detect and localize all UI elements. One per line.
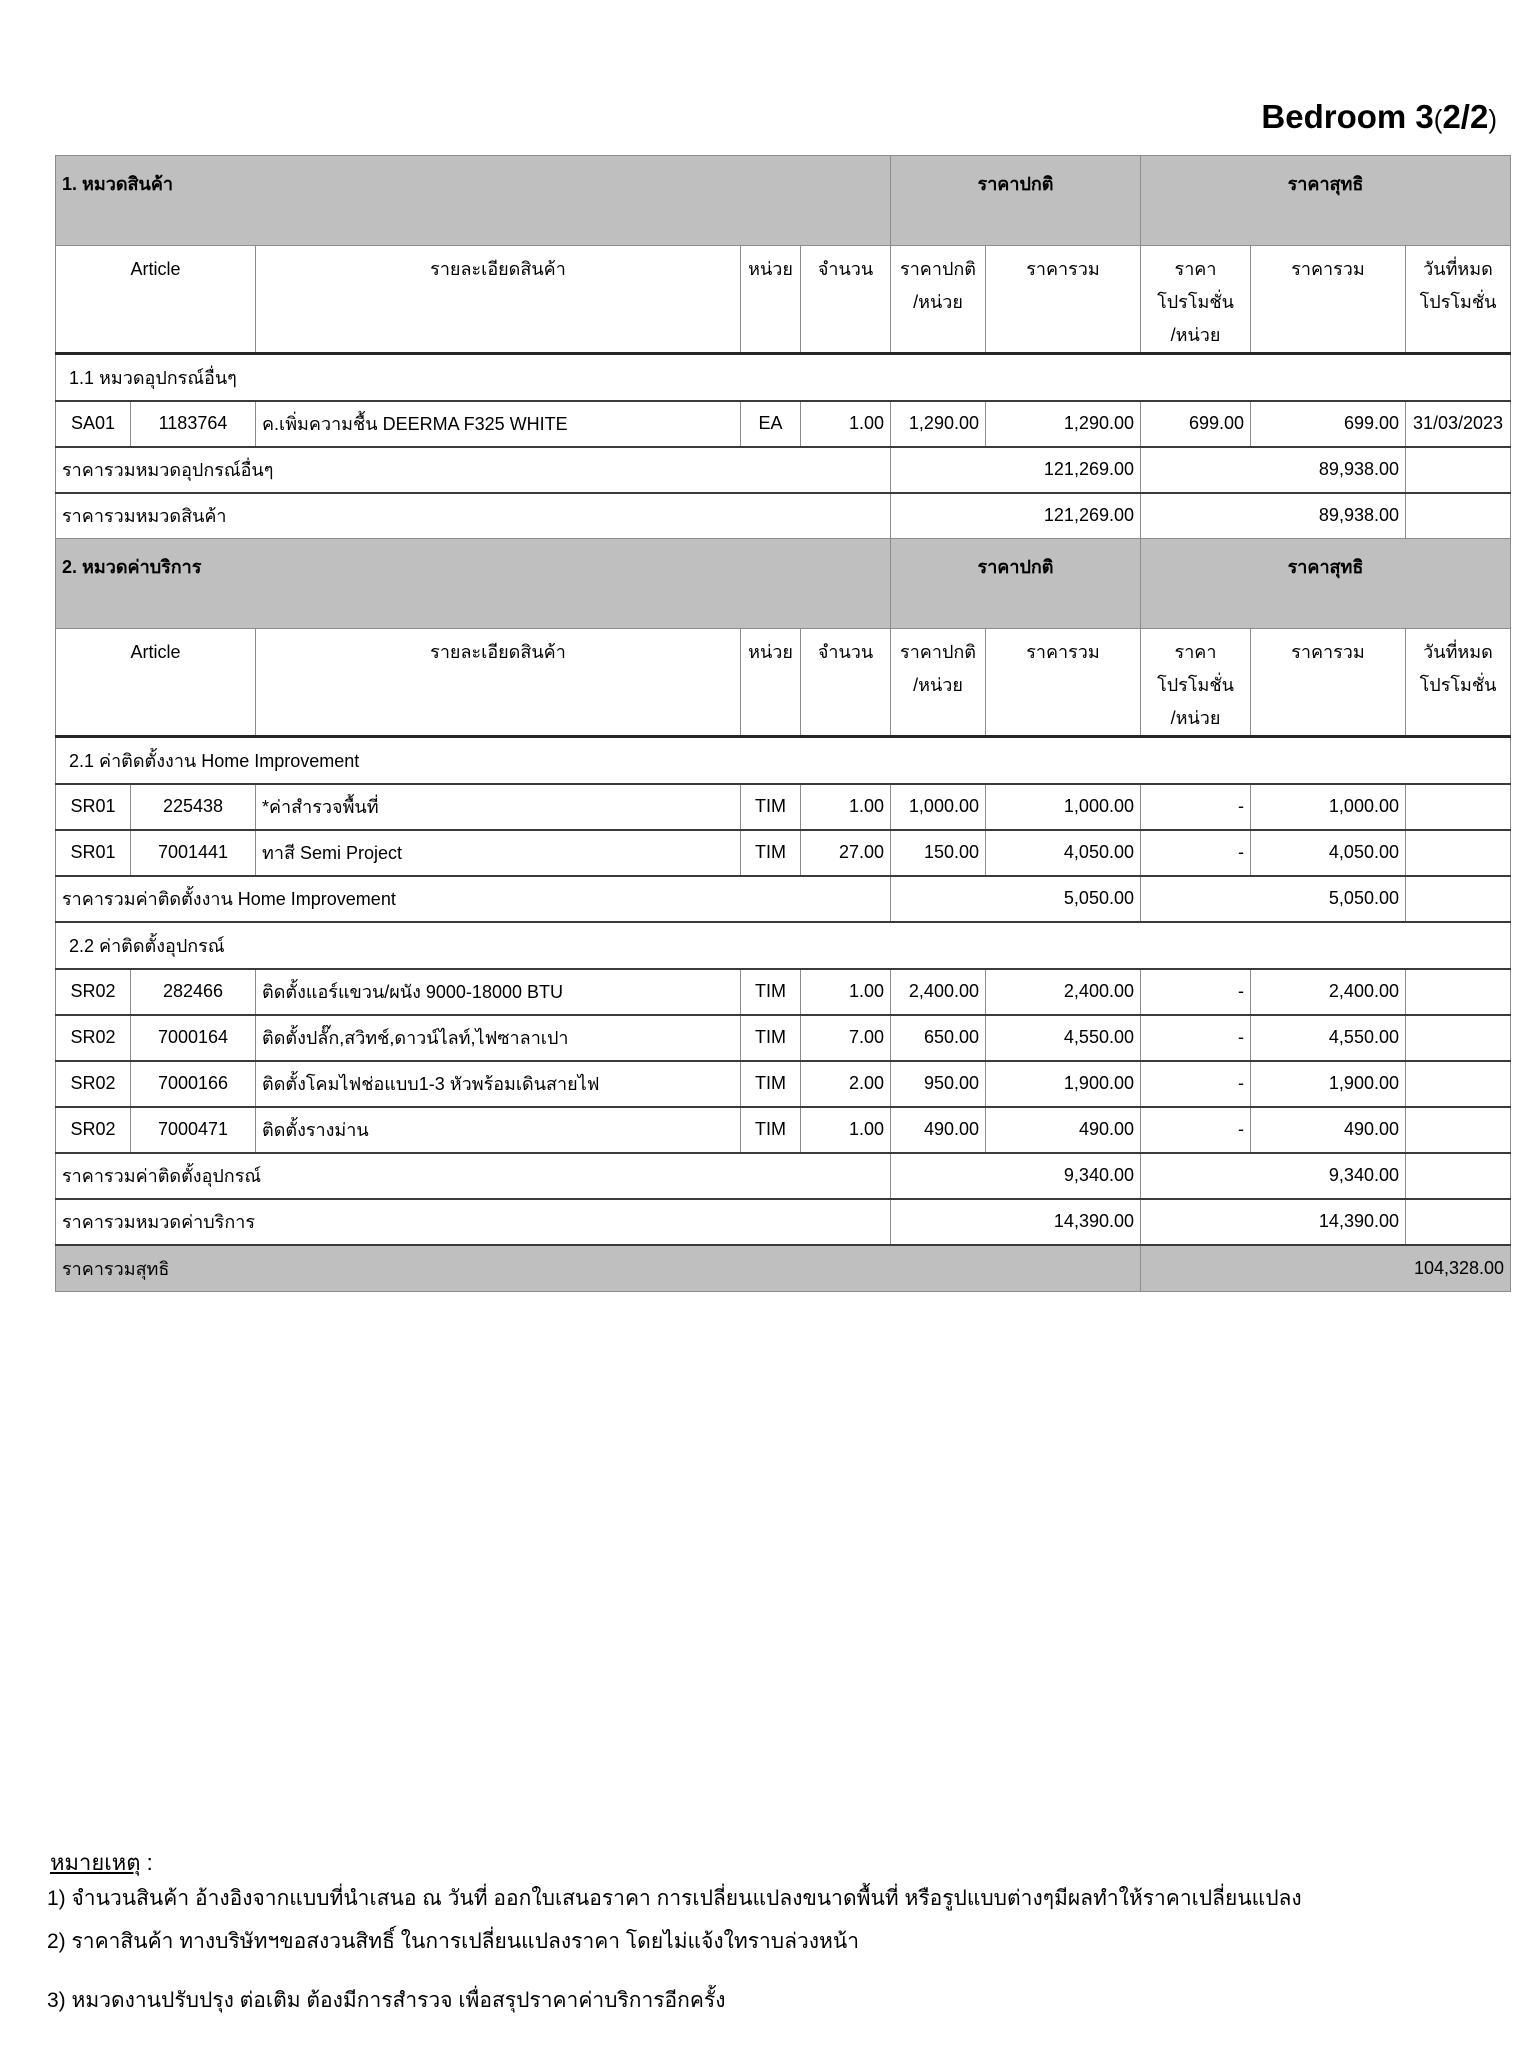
item-promo-unit-price-cell: 699.00 bbox=[1141, 401, 1251, 447]
group-total-row-2-1 bbox=[56, 876, 1511, 922]
item-unit-cell: TIM bbox=[741, 1107, 801, 1153]
section1-band-title: 1. หมวดสินค้า bbox=[56, 156, 891, 246]
item-promo-total-cell: 1,000.00 bbox=[1251, 784, 1406, 830]
group-total-normal: 5,050.00 bbox=[891, 876, 1141, 922]
section1-band-net-price: ราคาสุทธิ bbox=[1141, 156, 1511, 246]
section1-band-normal-price: ราคาปกติ bbox=[891, 156, 1141, 246]
col-header-promo-end-date bbox=[1406, 629, 1511, 737]
item-sku-cell: 7000471 bbox=[131, 1107, 256, 1153]
col-header-promo-end-date-line1: วันที่หมด bbox=[1423, 259, 1493, 279]
col-header-unit: หน่วย bbox=[741, 246, 801, 354]
col-header-promo-unit-price-line1: ราคา bbox=[1174, 259, 1217, 279]
group-total-normal: 9,340.00 bbox=[891, 1153, 1141, 1199]
section2-total-net: 14,390.00 bbox=[1141, 1199, 1406, 1245]
col-header-normal-unit-price-line1: ราคาปกติ bbox=[900, 642, 976, 662]
notes-heading bbox=[50, 1845, 153, 1880]
item-promo-total-cell: 2,400.00 bbox=[1251, 969, 1406, 1015]
item-promo-total-cell: 4,050.00 bbox=[1251, 830, 1406, 876]
notes-heading-word: หมายเหตุ bbox=[50, 1850, 141, 1875]
grand-total-value: 104,328.00 bbox=[1141, 1245, 1511, 1292]
grand-total-row bbox=[56, 1245, 1511, 1292]
item-promo-end-cell bbox=[1406, 1107, 1511, 1153]
col-header-qty: จำนวน bbox=[801, 246, 891, 354]
group-total-empty-cell bbox=[1406, 876, 1511, 922]
item-promo-total-cell: 4,550.00 bbox=[1251, 1015, 1406, 1061]
item-row-sr02-7000164 bbox=[56, 1015, 1511, 1061]
group-total-row-1-1 bbox=[56, 447, 1511, 493]
section2-total-empty-cell bbox=[1406, 1199, 1511, 1245]
item-desc-cell: ทาสี Semi Project bbox=[256, 830, 741, 876]
item-total-cell: 1,900.00 bbox=[986, 1061, 1141, 1107]
col-header-promo-end-date-line1: วันที่หมด bbox=[1423, 642, 1493, 662]
note-2: 2) ราคาสินค้า ทางบริษัทฯขอสงวนสิทธิ์ ในการเปลี่ยนแปลงราคา โดยไม่แจ้งใทราบล่วงหน้า bbox=[47, 1930, 860, 1953]
col-header-normal-total: ราคารวม bbox=[986, 246, 1141, 354]
group-total-normal: 121,269.00 bbox=[891, 447, 1141, 493]
col-header-normal-unit-price bbox=[891, 246, 986, 354]
item-total-cell: 4,050.00 bbox=[986, 830, 1141, 876]
item-sku-cell: 7000166 bbox=[131, 1061, 256, 1107]
quotation-table bbox=[55, 155, 1511, 1292]
grand-total-label: ราคารวมสุทธิ bbox=[56, 1245, 1141, 1292]
item-promo-end-cell bbox=[1406, 1015, 1511, 1061]
item-code-cell: SR01 bbox=[56, 830, 131, 876]
item-unit-price-cell: 150.00 bbox=[891, 830, 986, 876]
item-promo-end-cell: 31/03/2023 bbox=[1406, 401, 1511, 447]
section1-total-label: ราคารวมหมวดสินค้า bbox=[56, 493, 891, 539]
item-desc-cell: ติดตั้งรางม่าน bbox=[256, 1107, 741, 1153]
note-3: 3) หมวดงานปรับปรุง ต่อเติม ต้องมีการสำรวจ เพื่อสรุปราคาค่าบริการอีกครั้ง bbox=[47, 1989, 726, 2012]
group-header-2-2 bbox=[56, 922, 1511, 969]
col-header-normal-unit-price bbox=[891, 629, 986, 737]
item-row-sr02-282466 bbox=[56, 969, 1511, 1015]
col-header-promo-end-date-line2: โปรโมชั่น bbox=[1419, 675, 1497, 695]
item-unit-price-cell: 950.00 bbox=[891, 1061, 986, 1107]
item-sku-cell: 7000164 bbox=[131, 1015, 256, 1061]
section2-band-normal-price: ราคาปกติ bbox=[891, 539, 1141, 629]
col-header-promo-unit-price-line2: โปรโมชั่น bbox=[1157, 675, 1234, 695]
item-promo-unit-price-cell: - bbox=[1141, 969, 1251, 1015]
group-total-net: 89,938.00 bbox=[1141, 447, 1406, 493]
group-total-net: 9,340.00 bbox=[1141, 1153, 1406, 1199]
item-row-sa01 bbox=[56, 401, 1511, 447]
col-header-unit: หน่วย bbox=[741, 629, 801, 737]
note-1: 1) จำนวนสินค้า อ้างอิงจากแบบที่นำเสนอ ณ วันที่ ออกใบเสนอราคา การเปลี่ยนแปลงขนาดพื้นที่ หรือรูปแบบต่างๆมีผลทำให้ราคาเปลี่ยนแปลง bbox=[47, 1887, 1302, 1910]
item-desc-cell: ค.เพิ่มความชื้น DEERMA F325 WHITE bbox=[256, 401, 741, 447]
item-row-sr01-7001441 bbox=[56, 830, 1511, 876]
page-title-paren-close: ) bbox=[1488, 104, 1497, 134]
group-total-empty-cell bbox=[1406, 447, 1511, 493]
col-header-promo-unit-price-line3: /หน่วย bbox=[1170, 708, 1221, 728]
item-unit-price-cell: 1,000.00 bbox=[891, 784, 986, 830]
item-desc-cell: ติดตั้งแอร์แขวน/ผนัง 9000-18000 BTU bbox=[256, 969, 741, 1015]
item-unit-price-cell: 1,290.00 bbox=[891, 401, 986, 447]
col-header-description: รายละเอียดสินค้า bbox=[256, 246, 741, 354]
group-header-2-1-label: 2.1 ค่าติดตั้งงาน Home Improvement bbox=[56, 737, 1511, 784]
item-qty-cell: 1.00 bbox=[801, 969, 891, 1015]
col-header-promo-unit-price-line3: /หน่วย bbox=[1170, 325, 1221, 345]
notes-heading-colon: : bbox=[140, 1850, 153, 1875]
item-promo-end-cell bbox=[1406, 1061, 1511, 1107]
section2-band-net-price: ราคาสุทธิ bbox=[1141, 539, 1511, 629]
item-code-cell: SR02 bbox=[56, 1107, 131, 1153]
section2-total-row bbox=[56, 1199, 1511, 1245]
col-header-description: รายละเอียดสินค้า bbox=[256, 629, 741, 737]
section1-total-row bbox=[56, 493, 1511, 539]
item-unit-cell: TIM bbox=[741, 830, 801, 876]
section2-total-label: ราคารวมหมวดค่าบริการ bbox=[56, 1199, 891, 1245]
item-qty-cell: 1.00 bbox=[801, 401, 891, 447]
item-total-cell: 2,400.00 bbox=[986, 969, 1141, 1015]
item-desc-cell: ติดตั้งโคมไฟช่อแบบ1-3 หัวพร้อมเดินสายไฟ bbox=[256, 1061, 741, 1107]
group-total-row-2-2 bbox=[56, 1153, 1511, 1199]
group-header-2-2-label: 2.2 ค่าติดตั้งอุปกรณ์ bbox=[56, 922, 1511, 969]
group-header-1-1-label: 1.1 หมวดอุปกรณ์อื่นๆ bbox=[56, 354, 1511, 401]
group-header-2-1 bbox=[56, 737, 1511, 784]
item-qty-cell: 1.00 bbox=[801, 1107, 891, 1153]
item-qty-cell: 7.00 bbox=[801, 1015, 891, 1061]
page-title-room: Bedroom 3 bbox=[1261, 98, 1434, 135]
item-sku-cell: 7001441 bbox=[131, 830, 256, 876]
col-header-promo-unit-price bbox=[1141, 246, 1251, 354]
page-title-paren-open: ( bbox=[1433, 104, 1443, 134]
item-total-cell: 490.00 bbox=[986, 1107, 1141, 1153]
item-sku-cell: 1183764 bbox=[131, 401, 256, 447]
item-qty-cell: 1.00 bbox=[801, 784, 891, 830]
item-unit-price-cell: 490.00 bbox=[891, 1107, 986, 1153]
item-unit-cell: TIM bbox=[741, 1015, 801, 1061]
group-total-net: 5,050.00 bbox=[1141, 876, 1406, 922]
section2-total-normal: 14,390.00 bbox=[891, 1199, 1141, 1245]
item-promo-unit-price-cell: - bbox=[1141, 784, 1251, 830]
col-header-qty: จำนวน bbox=[801, 629, 891, 737]
item-unit-price-cell: 650.00 bbox=[891, 1015, 986, 1061]
item-code-cell: SA01 bbox=[56, 401, 131, 447]
section1-total-empty-cell bbox=[1406, 493, 1511, 539]
item-qty-cell: 27.00 bbox=[801, 830, 891, 876]
group-total-label: ราคารวมค่าติดตั้งงาน Home Improvement bbox=[56, 876, 891, 922]
item-total-cell: 4,550.00 bbox=[986, 1015, 1141, 1061]
group-total-empty-cell bbox=[1406, 1153, 1511, 1199]
item-desc-cell: ติดตั้งปลั๊ก,สวิทช์,ดาวน์ไลท์,ไฟซาลาเปา bbox=[256, 1015, 741, 1061]
col-header-promo-unit-price bbox=[1141, 629, 1251, 737]
item-promo-unit-price-cell: - bbox=[1141, 1107, 1251, 1153]
item-code-cell: SR02 bbox=[56, 969, 131, 1015]
item-promo-end-cell bbox=[1406, 969, 1511, 1015]
page-title-page-number: 2/2 bbox=[1442, 98, 1489, 135]
item-promo-end-cell bbox=[1406, 830, 1511, 876]
section2-band-title: 2. หมวดค่าบริการ bbox=[56, 539, 891, 629]
item-sku-cell: 225438 bbox=[131, 784, 256, 830]
column-header-row-2 bbox=[56, 629, 1511, 737]
group-header-1-1 bbox=[56, 354, 1511, 401]
item-row-sr01-225438 bbox=[56, 784, 1511, 830]
group-total-label: ราคารวมค่าติดตั้งอุปกรณ์ bbox=[56, 1153, 891, 1199]
item-row-sr02-7000166 bbox=[56, 1061, 1511, 1107]
item-promo-unit-price-cell: - bbox=[1141, 1061, 1251, 1107]
item-qty-cell: 2.00 bbox=[801, 1061, 891, 1107]
item-unit-price-cell: 2,400.00 bbox=[891, 969, 986, 1015]
col-header-promo-end-date-line2: โปรโมชั่น bbox=[1419, 292, 1497, 312]
item-unit-cell: TIM bbox=[741, 784, 801, 830]
col-header-promo-end-date bbox=[1406, 246, 1511, 354]
item-promo-total-cell: 490.00 bbox=[1251, 1107, 1406, 1153]
page-title bbox=[1261, 98, 1497, 136]
item-promo-total-cell: 1,900.00 bbox=[1251, 1061, 1406, 1107]
section1-total-net: 89,938.00 bbox=[1141, 493, 1406, 539]
item-code-cell: SR01 bbox=[56, 784, 131, 830]
item-promo-total-cell: 699.00 bbox=[1251, 401, 1406, 447]
group-total-label: ราคารวมหมวดอุปกรณ์อื่นๆ bbox=[56, 447, 891, 493]
col-header-normal-total: ราคารวม bbox=[986, 629, 1141, 737]
item-promo-unit-price-cell: - bbox=[1141, 1015, 1251, 1061]
col-header-normal-unit-price-line1: ราคาปกติ bbox=[900, 259, 976, 279]
item-code-cell: SR02 bbox=[56, 1061, 131, 1107]
section2-band bbox=[56, 539, 1511, 629]
item-unit-cell: TIM bbox=[741, 969, 801, 1015]
section1-band bbox=[56, 156, 1511, 246]
item-sku-cell: 282466 bbox=[131, 969, 256, 1015]
item-row-sr02-7000471 bbox=[56, 1107, 1511, 1153]
column-header-row-1 bbox=[56, 246, 1511, 354]
item-unit-cell: TIM bbox=[741, 1061, 801, 1107]
col-header-promo-total: ราคารวม bbox=[1251, 629, 1406, 737]
item-promo-end-cell bbox=[1406, 784, 1511, 830]
col-header-normal-unit-price-line2: /หน่วย bbox=[913, 292, 963, 312]
col-header-promo-total: ราคารวม bbox=[1251, 246, 1406, 354]
col-header-article: Article bbox=[56, 246, 256, 354]
item-total-cell: 1,000.00 bbox=[986, 784, 1141, 830]
col-header-normal-unit-price-line2: /หน่วย bbox=[913, 675, 963, 695]
col-header-promo-unit-price-line2: โปรโมชั่น bbox=[1157, 292, 1234, 312]
col-header-promo-unit-price-line1: ราคา bbox=[1174, 642, 1217, 662]
item-unit-cell: EA bbox=[741, 401, 801, 447]
col-header-article: Article bbox=[56, 629, 256, 737]
section1-total-normal: 121,269.00 bbox=[891, 493, 1141, 539]
item-desc-cell: *ค่าสำรวจพื้นที่ bbox=[256, 784, 741, 830]
item-code-cell: SR02 bbox=[56, 1015, 131, 1061]
item-promo-unit-price-cell: - bbox=[1141, 830, 1251, 876]
item-total-cell: 1,290.00 bbox=[986, 401, 1141, 447]
